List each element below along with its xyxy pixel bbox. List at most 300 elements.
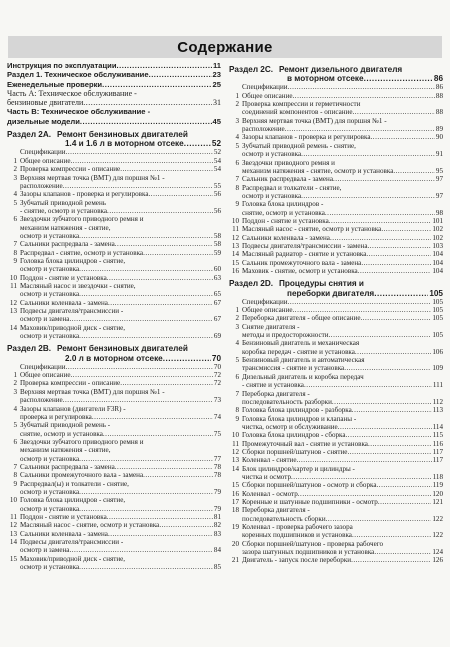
toc-dotted-line: [229, 381, 443, 389]
toc-dotted-line: [7, 182, 221, 190]
toc-dotted-line: [7, 332, 221, 340]
section-heading-first-line: [229, 65, 443, 74]
toc-entry-text: 13 Коленвал - снятие .....: [229, 456, 443, 464]
toc-page-number: 54: [213, 156, 221, 165]
toc-top-entry: [7, 80, 221, 89]
toc-page-number: 86: [433, 74, 443, 84]
toc-dotted-line: [229, 92, 443, 100]
toc-page-number: 118: [432, 472, 443, 481]
toc-page-number: 78: [213, 471, 221, 480]
toc-page-number: 88: [435, 108, 443, 117]
section-title: Ремонт дизельного двигателя: [279, 65, 403, 74]
toc-entry-text: проверка и регулировка .....: [20, 413, 221, 421]
toc-entry-line: 14 Подвесы двигателя/трансмиссии -: [7, 538, 221, 546]
toc-entry-number: 15: [9, 554, 17, 563]
toc-entry-text: Спецификации .....: [229, 298, 443, 306]
toc-entry-text: 12 Сальники коленвала - замена .....: [229, 234, 443, 242]
toc-dotted-line: [7, 207, 221, 215]
section-heading-first-line: [229, 279, 443, 288]
toc-entry-number: 15: [231, 258, 239, 267]
toc-entry: [7, 257, 221, 274]
toc-dotted-line: [7, 139, 221, 148]
section-code: Раздел 2С.: [229, 65, 274, 74]
toc-entry: [229, 323, 443, 340]
toc-entry-number: 14: [231, 464, 239, 473]
toc-dotted-line: [229, 473, 443, 481]
toc-entry-text: осмотр и установка .....: [20, 265, 221, 273]
toc-entry-number: 12: [231, 233, 239, 242]
toc-page-number: 105: [432, 306, 443, 315]
toc-page-number: 89: [435, 125, 443, 134]
toc-dotted-line: [7, 546, 221, 554]
toc-entry-text: осмотр и установка .....: [242, 192, 443, 200]
toc-entry: [7, 307, 221, 324]
toc-entry-number: 14: [231, 250, 239, 259]
toc-entry-number: 13: [231, 241, 239, 250]
toc-entry-text: 16 Коленвал - осмотр .....: [229, 490, 443, 498]
toc-entry-line: 4 Бензиновый двигатель и механическая: [229, 339, 443, 347]
toc-entry-number: 5: [235, 356, 239, 365]
toc-entry: [229, 117, 443, 134]
toc-page-number: 112: [432, 397, 443, 406]
toc-page-number: 79: [213, 504, 221, 513]
section-heading: [229, 279, 443, 297]
toc-dotted-line: [7, 363, 221, 371]
toc-dotted-line: [229, 490, 443, 498]
toc-dotted-line: [229, 74, 443, 83]
toc-page-number: 52: [213, 148, 221, 157]
section-heading: [229, 65, 443, 83]
toc-entry: [229, 184, 443, 201]
toc-dotted-line: [7, 190, 221, 198]
toc-entry-text: последовательность сборки .....: [242, 515, 443, 523]
toc-entry-text: 21 Двигатель - запуск после переборки .....: [229, 556, 443, 564]
toc-dotted-line: [7, 274, 221, 282]
toc-entry-number: 13: [9, 529, 17, 538]
toc-entry-line: 10 Головка блока цилиндров - снятие,: [7, 496, 221, 504]
toc-entry-number: 10: [231, 216, 239, 225]
toc-entry-line: механизм натяжения - снятие,: [20, 446, 111, 455]
toc-entry-text: чистка, осмотр и обслуживание .....: [242, 423, 443, 431]
toc-entry: [7, 496, 221, 513]
toc-entry-number: 14: [9, 538, 17, 547]
toc-entry: [7, 199, 221, 216]
toc-entry-text: расположение .....: [20, 396, 221, 404]
toc-page-number: 54: [213, 165, 221, 174]
toc-page-number: 102: [432, 225, 443, 234]
toc-entry-text: 12 Сборки поршней/шатунов - снятие .....: [229, 448, 443, 456]
toc-dotted-line: [229, 456, 443, 464]
toc-dotted-line: [229, 406, 443, 414]
toc-page-number: 72: [213, 379, 221, 388]
toc-entry: [7, 521, 221, 529]
toc-page-number: 105: [432, 314, 443, 323]
toc-dotted-line: [229, 192, 443, 200]
toc-entry-number: 13: [9, 307, 17, 316]
toc-entry-text: 7 Сальник распредвала - замена .....: [229, 175, 443, 183]
toc-entry: [229, 298, 443, 306]
toc-dotted-line: [7, 471, 221, 479]
toc-entry-line: 6 Дизельный двигатель и коробка передач: [229, 373, 443, 381]
toc-entry-text: последовательность разборки .....: [242, 398, 443, 406]
toc-entry-number: 11: [10, 281, 17, 290]
toc-dotted-line: [229, 125, 443, 133]
section-heading-first-line: [7, 130, 221, 139]
toc-entry-text: Спецификации .....: [7, 148, 221, 156]
toc-page-number: 31: [213, 98, 221, 108]
toc-entry-number: 11: [10, 512, 17, 521]
toc-dotted-line: [229, 83, 443, 91]
toc-entry-text: расположение .....: [242, 125, 443, 133]
toc-entry-text: 2 Проверка компрессии - описание .....: [7, 165, 221, 173]
toc-dotted-line: [229, 331, 443, 339]
toc-entry-text: дизельные модели .....: [7, 117, 221, 126]
toc-entry-line: 3 Верхняя мертвая точка (ВМТ) для поршня №1 -: [229, 117, 443, 125]
toc-entry-text: осмотр и установка .....: [20, 290, 221, 298]
toc-dotted-line: [7, 488, 221, 496]
toc-entry: [7, 471, 221, 479]
toc-dotted-line: [7, 513, 221, 521]
toc-dotted-line: [7, 315, 221, 323]
toc-entry-text: осмотр и установка .....: [20, 563, 221, 571]
toc-entry-text: 8 Распредвал - снятие, осмотр и установка .....: [7, 249, 221, 257]
toc-page-number: 82: [213, 521, 221, 530]
toc-entry-text: снятие, осмотр и установка .....: [242, 209, 443, 217]
toc-entry-number: 5: [13, 421, 17, 430]
toc-entry-text: 1 Общее описание .....: [7, 371, 221, 379]
toc-dotted-line: [229, 150, 443, 158]
toc-entry-text: 2.0 л в моторном отсеке .....: [65, 354, 221, 363]
toc-entry-text: трансмиссия - снятие и установка .....: [242, 364, 443, 372]
toc-entry-text: 14 Масляный радиатор - снятие и установка .....: [229, 250, 443, 258]
toc-entry-line: 4 Зазоры клапанов (двигатели F3R) -: [7, 405, 221, 413]
toc-entry-text: Раздел 1. Техническое обслуживание .....: [7, 70, 221, 79]
toc-page-number: 97: [435, 175, 443, 184]
toc-entry: [7, 240, 221, 248]
toc-entry: [229, 133, 443, 141]
section-title: Ремонт бензиновых двигателей: [57, 344, 188, 354]
toc-entry: [229, 83, 443, 91]
toc-entry: [229, 506, 443, 523]
toc-entry-text: 1 Общее описание .....: [229, 306, 443, 314]
toc-entry-text: соединений компонентов - описание .....: [242, 108, 443, 116]
toc-dotted-line: [229, 217, 443, 225]
toc-page-number: 78: [213, 462, 221, 471]
toc-entry-text: 11 Поддон - снятие и установка .....: [7, 513, 221, 521]
toc-dotted-line: [229, 289, 443, 298]
toc-dotted-line: [229, 175, 443, 183]
toc-entry-number: 10: [9, 496, 17, 505]
toc-entry-number: 3: [13, 173, 17, 182]
toc-entry: [7, 538, 221, 555]
toc-dotted-line: [7, 354, 221, 363]
toc-entry-number: 15: [231, 481, 239, 490]
toc-page-number: 23: [212, 70, 221, 80]
toc-page-number: 52: [211, 139, 221, 149]
toc-dotted-line: [229, 431, 443, 439]
toc-entry-number: 12: [9, 298, 17, 307]
toc-entry-line: 9 Головка блока цилиндров и клапаны -: [229, 415, 443, 423]
toc-page-number: 67: [213, 298, 221, 307]
toc-entry-text: методы и предосторожности .....: [242, 331, 443, 339]
toc-top-entry: [7, 89, 221, 108]
toc-page-number: 84: [213, 546, 221, 555]
toc-entry-line: 15 Маховик/приводной диск - снятие,: [7, 555, 221, 563]
toc-entry: [7, 421, 221, 438]
toc-entry: [229, 498, 443, 506]
toc-entry-line: 9 Головка блока цилиндров -: [229, 200, 443, 208]
toc-dotted-line: [7, 157, 221, 165]
toc-entry: [229, 142, 443, 159]
toc-entry-number: 7: [235, 389, 239, 398]
toc-entry-text: 16 Маховик - снятие, осмотр и установка .....: [229, 267, 443, 275]
toc-entry-text: снятие, осмотр и установка .....: [20, 430, 221, 438]
toc-entry: [229, 490, 443, 498]
toc-entry-number: 9: [13, 479, 17, 488]
toc-entry: [7, 463, 221, 471]
toc-dotted-line: [7, 265, 221, 273]
toc-entry-line: 3 Снятие двигателя -: [229, 323, 443, 331]
toc-dotted-line: [229, 423, 443, 431]
toc-page-number: 55: [213, 181, 221, 190]
toc-entry-line: 14 Маховик/приводной диск - снятие,: [7, 324, 221, 332]
toc-entry: [7, 190, 221, 198]
toc-entry-line: 19 Коленвал - проверка рабочего зазора: [229, 523, 443, 531]
toc-entry-text: Спецификации .....: [229, 83, 443, 91]
toc-dotted-line: [7, 455, 221, 463]
toc-entry: [7, 165, 221, 173]
toc-entry-number: 9: [13, 256, 17, 265]
toc-page-number: 60: [213, 265, 221, 274]
toc-entry-text: 8 Головка блока цилиндров - разборка .....: [229, 406, 443, 414]
toc-entry-line: механизм натяжения - снятие,: [20, 223, 111, 232]
toc-dotted-line: [229, 167, 443, 175]
toc-entry-line: 6 Звездочки зубчатого приводного ремня и: [7, 438, 221, 446]
toc-dotted-line: [7, 379, 221, 387]
toc-entry-number: 4: [13, 404, 17, 413]
toc-entry: [7, 174, 221, 191]
toc-top-entry: [7, 107, 221, 126]
toc-page-number: 111: [432, 381, 443, 390]
toc-page-number: 88: [435, 91, 443, 100]
toc-entry-number: 8: [13, 471, 17, 480]
toc-entry-text: 13 Сальники коленвала - замена .....: [7, 530, 221, 538]
toc-entry: [229, 314, 443, 322]
toc-entry-text: 4 Зазоры клапанов - проверка и регулировка .....: [229, 133, 443, 141]
toc-entry-text: расположение .....: [20, 182, 221, 190]
toc-entry-number: 12: [9, 521, 17, 530]
toc-page-number: 98: [435, 208, 443, 217]
toc-entry-number: 6: [13, 437, 17, 446]
toc-entry-text: - снятие, осмотр и установка .....: [20, 207, 221, 215]
toc-entry-text: в моторном отсеке .....: [287, 74, 443, 83]
toc-dotted-line: [7, 148, 221, 156]
toc-entry-number: 21: [231, 556, 239, 565]
toc-entry: [7, 282, 221, 299]
toc-column-left: [7, 61, 221, 643]
toc-entry-text: 2 Переборка двигателя - общее описание .....: [229, 314, 443, 322]
toc-entry: [229, 406, 443, 414]
toc-entry-line: 9 Распредвал(ы) и толкатели - снятие,: [7, 480, 221, 488]
toc-dotted-line: [7, 165, 221, 173]
toc-page-number: 70: [211, 353, 221, 363]
toc-page-number: 58: [213, 231, 221, 240]
toc-page-number: 109: [432, 364, 443, 373]
toc-entry-number: 4: [235, 339, 239, 348]
toc-entry-number: 8: [13, 248, 17, 257]
toc-entry: [7, 555, 221, 572]
toc-entry: [229, 456, 443, 464]
toc-entry-line: 5 Зубчатый приводной ремень -: [7, 421, 221, 429]
toc-entry-text: осмотр и установка .....: [20, 505, 221, 513]
toc-entry-text: 1 Общее описание .....: [229, 92, 443, 100]
toc-entry: [229, 250, 443, 258]
toc-entry: [7, 363, 221, 371]
toc-entry: [229, 373, 443, 390]
toc-page-number: 120: [432, 489, 443, 498]
section-heading-first-line: [7, 344, 221, 353]
toc-dotted-line: [229, 225, 443, 233]
toc-page-number: 65: [213, 290, 221, 299]
toc-entry-number: 9: [235, 200, 239, 209]
toc-page-number: 122: [432, 531, 443, 540]
toc-dotted-line: [7, 117, 221, 126]
toc-entry-text: осмотр и установка .....: [20, 232, 221, 240]
toc-entry: [229, 225, 443, 233]
toc-entry: [7, 371, 221, 379]
toc-dotted-line: [7, 98, 221, 107]
toc-entry-line: 3 Верхняя мертвая точка (ВМТ) для поршня №1 -: [7, 388, 221, 396]
toc-entry-number: 1: [13, 156, 17, 165]
toc-entry-text: 2 Проверка компрессии - описание .....: [7, 379, 221, 387]
toc-page-number: 104: [432, 266, 443, 275]
toc-entry: [7, 405, 221, 422]
toc-entry: [229, 556, 443, 564]
toc-entry-number: 7: [235, 175, 239, 184]
toc-entry-number: 6: [235, 158, 239, 167]
toc-dotted-line: [229, 259, 443, 267]
toc-dotted-line: [229, 298, 443, 306]
toc-entry-line: Часть В: Техническое обслуживание -: [7, 107, 151, 117]
toc-entry-text: 4 Зазоры клапанов - проверка и регулировка .....: [7, 190, 221, 198]
toc-entry-text: осмотр и установка .....: [20, 455, 221, 463]
toc-dotted-line: [229, 448, 443, 456]
toc-entry-text: осмотр и установка .....: [20, 488, 221, 496]
toc-entry-text: Инструкция по эксплуатации .....: [7, 61, 221, 70]
toc-entry-text: коробка передач - снятие и установка .....: [242, 348, 443, 356]
toc-dotted-line: [229, 498, 443, 506]
toc-entry-line: 7 Переборка двигателя -: [229, 390, 443, 398]
toc-entry: [7, 148, 221, 156]
toc-page-number: 58: [213, 240, 221, 249]
toc-page-number: 114: [432, 422, 443, 431]
toc-entry: [229, 448, 443, 456]
toc-page-number: 115: [432, 431, 443, 440]
toc-entry-text: 1 Общее описание .....: [7, 157, 221, 165]
toc-page-number: 85: [213, 563, 221, 572]
toc-entry-number: 2: [235, 314, 239, 323]
toc-page-number: 77: [213, 454, 221, 463]
toc-dotted-line: [229, 556, 443, 564]
toc-entry-number: 13: [231, 456, 239, 465]
toc-entry-text: 11 Промежуточный вал - снятие и установка .....: [229, 440, 443, 448]
toc-dotted-line: [7, 463, 221, 471]
toc-entry: [229, 523, 443, 540]
toc-entry-number: 20: [231, 539, 239, 548]
toc-entry: [229, 242, 443, 250]
toc-entry: [7, 215, 221, 240]
toc-entry-number: 10: [231, 431, 239, 440]
toc-entry: [229, 234, 443, 242]
toc-entry: [229, 431, 443, 439]
toc-entry-number: 16: [231, 489, 239, 498]
toc-page-number: 83: [213, 529, 221, 538]
toc-page-number: 103: [432, 241, 443, 250]
toc-page-number: 105: [432, 331, 443, 340]
toc-dotted-line: [229, 515, 443, 523]
toc-page-number: 79: [213, 487, 221, 496]
toc-page-number: 45: [212, 116, 221, 126]
toc-entry-line: 20 Сборки поршней/шатунов - проверка рабочего: [229, 540, 443, 548]
toc-entry-line: 11 Масляный насос и звездочки - снятие,: [7, 282, 221, 290]
toc-entry-number: 16: [231, 266, 239, 275]
toc-entry-number: 1: [235, 91, 239, 100]
title-bar: [8, 36, 442, 58]
toc-page-number: 104: [432, 258, 443, 267]
toc-dotted-line: [7, 240, 221, 248]
toc-dotted-line: [229, 234, 443, 242]
toc-entry-line: 18 Переборка двигателя -: [229, 506, 443, 514]
toc-page-number: 95: [435, 166, 443, 175]
toc-entry-text: переборки двигателя .....: [287, 289, 443, 298]
toc-entry-text: 8 Сальники промежуточного вала - замена .....: [7, 471, 221, 479]
toc-dotted-line: [229, 242, 443, 250]
toc-entry-number: 3: [13, 387, 17, 396]
toc-entry: [229, 217, 443, 225]
toc-page-number: 73: [213, 396, 221, 405]
toc-entry-number: 5: [13, 198, 17, 207]
toc-entry-line: 3 Верхняя мертвая точка (ВМТ) для поршня №1 -: [7, 174, 221, 182]
toc-entry-line: 14 Блок цилиндров/картер и цилиндры -: [229, 465, 443, 473]
toc-entry-text: осмотр и замена .....: [20, 546, 221, 554]
toc-entry-text: осмотр и установка .....: [242, 150, 443, 158]
toc-entry-number: 2: [13, 165, 17, 174]
toc-top-entry: [7, 61, 221, 70]
toc-entry-text: 15 Сборки поршней/шатунов - осмотр и сборка .....: [229, 481, 443, 489]
toc-entry-number: 11: [232, 225, 239, 234]
toc-dotted-line: [229, 314, 443, 322]
toc-entry: [229, 306, 443, 314]
toc-dotted-line: [229, 531, 443, 539]
toc-entry-text: 11 Масляный насос - снятие, осмотр и установка .....: [229, 225, 443, 233]
toc-entry-line: 5 Бензиновый двигатель и автоматическая: [229, 356, 443, 364]
toc-entry: [229, 200, 443, 217]
toc-page-number: 91: [435, 150, 443, 159]
section-code: Раздел 2А.: [7, 130, 52, 140]
toc-page-number: 101: [432, 216, 443, 225]
section-code: Раздел 2D.: [229, 279, 274, 289]
toc-entry-number: 17: [231, 497, 239, 506]
toc-entry-line: 8 Распредвал и толкатели - снятие,: [229, 184, 443, 192]
toc-entry-line: 6 Звездочки приводного ремня и: [229, 159, 443, 167]
toc-dotted-line: [229, 250, 443, 258]
toc-entry-number: 6: [235, 372, 239, 381]
toc-dotted-line: [229, 267, 443, 275]
toc-dotted-line: [7, 290, 221, 298]
toc-entry-number: 2: [235, 100, 239, 109]
toc-entry: [7, 274, 221, 282]
toc-entry: [229, 267, 443, 275]
